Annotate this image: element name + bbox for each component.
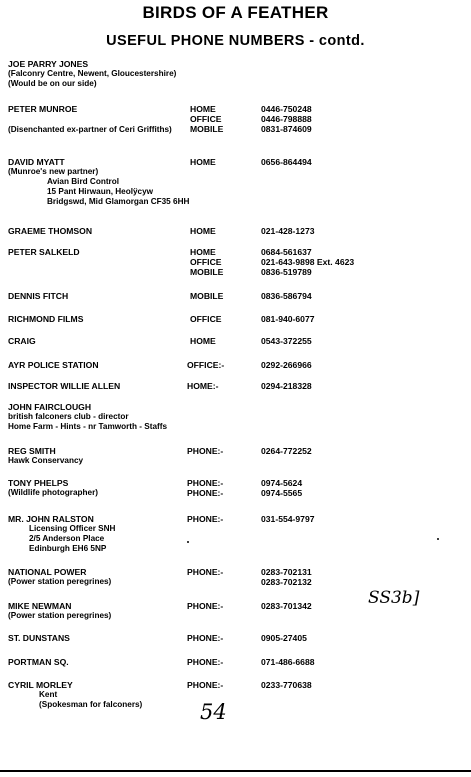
contact-name: MIKE NEWMAN [8,601,72,611]
phone-number: 0283-701342 [261,601,312,611]
contact-name: REG SMITH [8,446,56,456]
contact-detail: (Wildlife photographer) [8,488,98,497]
phone-number: 0283-702131 [261,567,312,577]
phone-number: 081-940-6077 [261,314,315,324]
contact-detail: Bridgswd, Mid Glamorgan CF35 6HH [47,197,190,206]
phone-number: 0836-586794 [261,291,312,301]
phone-number: 0446-750248 [261,104,312,114]
phone-number: 0831-874609 [261,124,312,134]
phone-label: OFFICE:- [187,360,225,370]
contact-name: PORTMAN SQ. [8,657,69,667]
phone-number: 0294-218328 [261,381,312,391]
contact-detail: (Falconry Centre, Newent, Gloucestershire) [8,69,177,78]
contact-detail: (Disenchanted ex-partner of Ceri Griffiths) [8,125,172,134]
stray-mark [187,541,189,543]
stray-mark [437,538,439,540]
contact-detail: Avian Bird Control [47,177,120,186]
contact-name: PETER SALKELD [8,247,80,257]
handwritten-page-number: 54 [200,700,227,724]
contact-detail: (Would be on our side) [8,79,97,88]
phone-number: 0836-519789 [261,267,312,277]
contact-name: MR. JOHN RALSTON [8,514,94,524]
contact-detail: (Power station peregrines) [8,577,112,586]
contact-name: JOHN FAIRCLOUGH [8,402,92,412]
contact-detail: Hawk Conservancy [8,456,84,465]
phone-number: 021-643-9898 Ext. 4623 [261,257,355,267]
phone-number: 0233-770638 [261,680,312,690]
contact-detail: Licensing Officer SNH [29,524,116,533]
contact-name: CRAIG [8,336,36,346]
contact-name: DAVID MYATT [8,157,65,167]
contact-name: RICHMOND FILMS [8,314,84,324]
contact-detail: Home Farm - Hints - nr Tamworth - Staffs [8,422,168,431]
phone-label: PHONE:- [187,567,224,577]
contact-name: AYR POLICE STATION [8,360,99,370]
phone-number: 0656-864494 [261,157,312,167]
phone-label: PHONE:- [187,488,224,498]
contact-detail: british falconers club - director [8,412,129,421]
contact-name: TONY PHELPS [8,478,69,488]
contact-detail: Edinburgh EH6 5NP [29,544,107,553]
phone-label: OFFICE [190,114,222,124]
phone-number: 0543-372255 [261,336,312,346]
phone-label: HOME [190,104,216,114]
contact-detail: (Spokesman for falconers) [39,700,143,709]
phone-label: HOME [190,226,216,236]
contact-detail: (Munroe's new partner) [8,167,99,176]
phone-label: PHONE:- [187,657,224,667]
contact-name: NATIONAL POWER [8,567,87,577]
contact-name: CYRIL MORLEY [8,680,73,690]
contact-name: INSPECTOR WILLIE ALLEN [8,381,121,391]
phone-label: PHONE:- [187,446,224,456]
contact-detail: (Power station peregrines) [8,611,112,620]
phone-number: 0974-5624 [261,478,303,488]
phone-label: PHONE:- [187,680,224,690]
phone-number: 071-486-6688 [261,657,315,667]
contact-name: GRAEME THOMSON [8,226,93,236]
contact-detail: 15 Pant Hirwaun, Heolÿcyw [47,187,154,196]
phone-number: 0264-772252 [261,446,312,456]
contact-detail: Kent [39,690,58,699]
phone-label: PHONE:- [187,478,224,488]
document-title: BIRDS OF A FEATHER [142,3,329,22]
contact-detail: 2/5 Anderson Place [29,534,105,543]
phone-label: HOME:- [187,381,219,391]
phone-label: HOME [190,157,216,167]
phone-number: 0905-27405 [261,633,307,643]
phone-label: HOME [190,247,216,257]
phone-label: MOBILE [190,291,224,301]
phone-number: 0974-5565 [261,488,303,498]
bottom-rule [0,770,471,772]
document-subtitle: USEFUL PHONE NUMBERS - contd. [106,33,365,49]
phone-label: OFFICE [190,257,222,267]
contact-name: ST. DUNSTANS [8,633,70,643]
phone-number: 0283-702132 [261,577,312,587]
phone-label: MOBILE [190,124,224,134]
contact-name: JOE PARRY JONES [8,59,89,69]
phone-number: 021-428-1273 [261,226,315,236]
phone-label: OFFICE [190,314,222,324]
phone-label: MOBILE [190,267,224,277]
phone-label: PHONE:- [187,601,224,611]
phone-label: PHONE:- [187,514,224,524]
phone-label: HOME [190,336,216,346]
phone-number: 0292-266966 [261,360,312,370]
phone-number: 0684-561637 [261,247,312,257]
handwritten-margin-note: SS3b] [368,588,420,608]
contact-name: PETER MUNROE [8,104,78,114]
phone-number: 0446-798888 [261,114,312,124]
phone-label: PHONE:- [187,633,224,643]
phone-number: 031-554-9797 [261,514,315,524]
contact-name: DENNIS FITCH [8,291,69,301]
